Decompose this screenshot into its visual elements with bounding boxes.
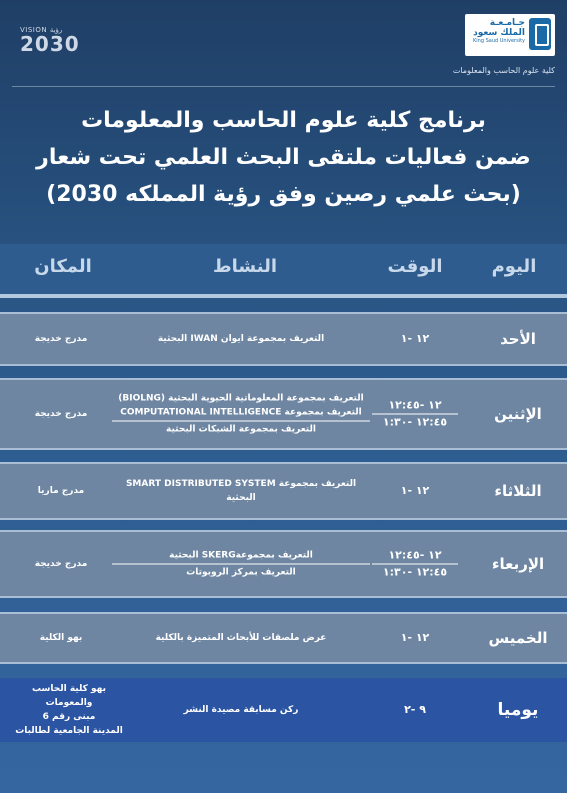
vision-2030-logo <box>20 26 90 70</box>
row-place <box>10 631 112 645</box>
ksu-name-ar-1: جـامـعـة <box>489 18 525 28</box>
row-activity <box>112 392 370 437</box>
row-time-line: ١٢ -١ <box>400 332 430 345</box>
row-activity <box>112 703 370 717</box>
table-row <box>0 678 567 742</box>
row-activity <box>112 631 370 645</box>
row-time-line: ١٢:٤٥ -١:٣٠ <box>382 565 448 579</box>
row-time-line: ١٢ -١ <box>400 631 430 644</box>
row-place-line: مدرج خديجة <box>34 334 88 344</box>
row-place <box>10 682 128 738</box>
row-time <box>372 631 458 645</box>
row-place <box>10 557 112 571</box>
title-line-3: (بحث علمي رصين وفق رؤية المملكه 2030) <box>46 182 521 207</box>
row-day: الإربعاء <box>491 555 545 573</box>
row-place-line: مدرج خديجة <box>34 559 88 569</box>
header-activity: النشاط <box>212 256 278 277</box>
college-name: كلية علوم الحاسب والمعلومات <box>452 66 555 75</box>
schedule-table <box>0 244 567 736</box>
row-activity-line: التعريف بمجموعة ايوان IWAN البحثية <box>157 334 325 344</box>
row-day: الإثنين <box>494 405 542 423</box>
row-place-line: بهو الكلية <box>39 633 83 643</box>
row-time-line: ١٢ -١٢:٤٥ <box>372 399 458 415</box>
title-line-1: برنامج كلية علوم الحاسب والمعلومات <box>81 108 486 133</box>
ksu-emblem-icon <box>529 18 551 50</box>
row-time-line: ٩ -٢ <box>404 703 426 716</box>
row-activity-line: التعريف بمجموعة الشبكات البحثية <box>166 424 316 435</box>
row-time <box>372 484 458 498</box>
header-day: اليوم <box>491 256 537 277</box>
row-place-line: مبنى رقم 6 <box>42 712 96 722</box>
row-time <box>372 549 458 580</box>
header-divider <box>12 86 555 87</box>
row-time <box>372 332 458 346</box>
ksu-name-ar-2: الملك سعود <box>473 28 525 38</box>
row-place-line: بهو كلية الحاسب والمعومات <box>32 684 106 708</box>
title-line-2: ضمن فعاليات ملتقى البحث العلمي تحت شعار <box>36 145 531 170</box>
row-place-line: المدينة الجامعية لطالبات <box>15 726 123 736</box>
row-time <box>372 703 458 717</box>
row-place <box>10 484 112 498</box>
row-activity-line: التعريف بمجموعةSKERG البحثية <box>112 549 370 565</box>
row-time-line: ١٢:٤٥ -١:٣٠ <box>382 415 448 429</box>
row-activity-line: ركن مسابقة مصيدة النشر <box>183 705 299 715</box>
table-row <box>0 312 567 366</box>
row-time-line: ١٢ -١٢:٤٥ <box>372 549 458 565</box>
row-activity-line: التعريف بمجموعة المعلوماتية الحيوية البحثية (BIOLNG) <box>118 393 364 404</box>
table-row <box>0 612 567 664</box>
ksu-logo <box>425 14 555 80</box>
header-time: الوقت <box>387 256 443 277</box>
row-place-line: مدرج ماريا <box>37 486 85 496</box>
header-place: المكان <box>34 256 92 277</box>
ksu-logo-box <box>465 14 555 56</box>
row-place <box>10 332 112 346</box>
table-row <box>0 462 567 520</box>
row-activity <box>112 477 370 505</box>
vision-label: VISION رؤية <box>20 26 63 34</box>
row-place <box>10 407 112 421</box>
row-time-line: ١٢ -١ <box>400 484 430 497</box>
row-activity-line: التعريف بمجموعة SMART DISTRIBUTED SYSTEM البحثية <box>125 479 357 503</box>
ksu-name <box>467 18 525 45</box>
program-title <box>20 102 547 213</box>
header <box>0 0 567 96</box>
row-activity-line: التعريف بمركز الروبوتات <box>186 567 296 578</box>
row-day: الخميس <box>488 629 548 647</box>
table-header <box>0 244 567 298</box>
table-row <box>0 530 567 598</box>
row-activity <box>112 549 370 580</box>
row-day: يوميا <box>497 700 539 720</box>
row-activity <box>112 332 370 346</box>
vision-year: 2030 <box>20 32 80 56</box>
row-activity-line: عرض ملصقات للأبحاث المتميزة بالكلية <box>155 633 327 643</box>
table-row <box>0 378 567 450</box>
row-place-line: مدرج خديجة <box>34 409 88 419</box>
row-day: الثلاثاء <box>494 482 542 500</box>
row-time <box>372 399 458 430</box>
ksu-name-en: King Saud University <box>473 38 525 44</box>
row-day: الأحد <box>500 330 536 348</box>
row-activity-line: التعريف بمجموعة COMPUTATIONAL INTELLIGENCE <box>112 406 370 422</box>
